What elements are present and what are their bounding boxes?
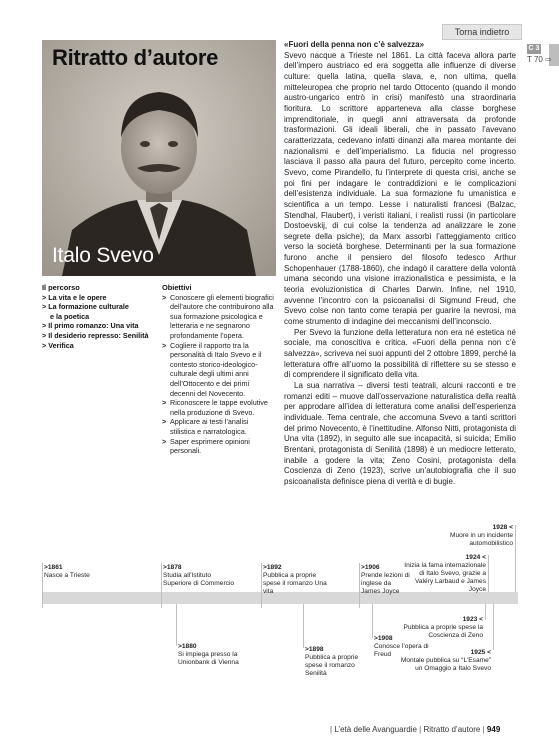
menu-item-senilita[interactable]: > Il desiderio represso: Senilità: [42, 330, 149, 340]
timeline-event: 1925 < Montale pubblica su “L’Esame” un Omaggio a Italo Svevo: [400, 649, 491, 672]
timeline-tick: [261, 563, 262, 608]
author-name: Italo Svevo: [52, 244, 154, 267]
author-portrait: [42, 40, 276, 276]
menu-item-una-vita[interactable]: > Il primo romanzo: Una vita: [42, 321, 139, 331]
timeline-tick: [176, 604, 177, 646]
timeline-tick: [359, 563, 360, 608]
objectives-heading: Obiettivi: [162, 283, 192, 292]
timeline-tick: [372, 604, 373, 638]
footer-section: L’età delle Avanguardie: [334, 725, 417, 734]
menu-item-vita-opere[interactable]: > La vita e le opere: [42, 292, 107, 302]
timeline-tick: [485, 604, 486, 620]
page-title: Ritratto d’autore: [52, 45, 219, 70]
timeline-event: 1928 < Muore in un incidente automobilistico: [449, 524, 513, 547]
menu-item-label: Il primo romanzo: Una vita: [48, 321, 139, 331]
menu-item-label: La formazione culturale: [48, 302, 129, 312]
timeline-event: 1923 < Pubblica a proprie spese la Coscienza di Zeno: [403, 616, 483, 639]
main-text: [284, 40, 516, 488]
menu-item-verifica[interactable]: > Verifica: [42, 340, 74, 350]
timeline-event: >1906 Prende lezioni di inglese da James Joyce: [361, 564, 410, 595]
menu-item-label: Verifica: [48, 340, 74, 350]
section-heading: «Fuori della penna non c’è salvezza»: [284, 40, 425, 49]
objective-item: > Saper esprimere opinioni personali.: [162, 437, 274, 456]
paragraph: La sua narrativa – diversi testi teatrali, alcuni racconti e tre romanzi editi – muove dall’osservazione naturalistica della realtà per approdare all’idea di letteratura come analisi dell’esperienza individuale. Tema centrale, che accomuna Svevo a tanti scrittori del primo Novecento, è l’inettitudine. Alfonso Nitti, protagonista di Una vita (1892), in seguito alle sue incapacità, si suicida; Emilio Brentani, protagonista di Senilità (1898) è un mediocre letterato, inabile a godere la vita; Zeno Cosini, protagonista della Coscienza di Zeno (1923), scrive un’autobiografia che il suo psicoanalista definisce piena di verità e di bugie.: [284, 381, 516, 486]
chapter-badge: C 3: [528, 45, 540, 52]
timeline-tick: [488, 555, 489, 592]
timeline-event: 1924 < Inizia la fama internazionale di Italo Svevo, grazie a Valéry Larbaud e James Joyce: [404, 554, 486, 593]
timeline-tick: [515, 525, 516, 592]
timeline-tick: [161, 563, 162, 608]
timeline-tick: [493, 604, 494, 650]
menu-item-label: La vita e le opere: [48, 292, 107, 302]
timeline-tick: [303, 604, 304, 648]
footer-chapter: Ritratto d’autore: [423, 725, 481, 734]
objective-item: > Riconoscere le tappe evolutive nella produzione di Svevo.: [162, 398, 274, 417]
timeline-event: >1898 Pubblica a proprie spese il romanzo Senilità: [305, 646, 359, 677]
menu-item-label: Il desiderio represso: Senilità: [48, 330, 149, 340]
objective-item: > Applicare ai testi l’analisi stilistica e narratologica.: [162, 417, 274, 436]
page-number: 949: [486, 725, 501, 734]
menu-item-formazione[interactable]: > La formazione culturale: [42, 302, 129, 312]
paragraph: Svevo nacque a Trieste nel 1861. La città faceva allora parte dell’impero austriaco ed era soggetta alle influenze di diverse culture: quella latina, quella slava, e, non ultima, quella mitteleuropea che proprio nel tardo Ottocento (quando il mondo austro-ungarico entrò in crisi) manifestò una straordinaria fioritura. Lo scrittore apparteneva alla classe borghese imprenditoriale, in quegli anni attraversata da profonde trasformazioni. Gli ideali liberali, che in passato l’avevano caratterizzata, cedevano infatti dinanzi alla marea montante dei nazionalismi e dell’imperialismo. La fiducia nel progresso lasciava il passo alla paura del futuro, percepito come incerto. Svevo, come Pirandello, fu l’interprete di questa crisi, anche se poi fini per indagare le contraddizioni e le complicazioni dell’esistenza individuale. La sua formazione fu umanistica e scientifica a un tempo. Lesse i naturalisti francesi (Balzac, Stendhal, Flaubert), i veristi italiani, i realisti russi (in particolare Dostoevskij, di cui colse la tendenza ad analizzare le zone segrete della psiche); da Marx assorbì l’atteggiamento critico verso la società borghese. Determinanti per la sua formazione furono anche il pensiero del filosofo tedesco Arthur Schopenhauer (1788-1860), che indagò il carattere della volontà umana secondo una visione irrazionalistica e pessimista, e la teoria evoluzionistica di Charles Darwin. Infine, nel 1910, avvenne l’incontro con la psicoanalisi di Sigmund Freud, che Svevo colse non tanto come terapia per guarire la nevrosi, ma come strumento di indagine dei meccanismi dell’inconscio.: [284, 50, 516, 327]
page-footer: | L’età delle Avanguardie | Ritratto d’autore | 949: [330, 725, 501, 734]
timeline-event: >1861 Nasce a Trieste: [44, 564, 90, 579]
timeline-event: >1892 Pubblica a proprie spese il romanzo Una vita: [263, 564, 327, 595]
objective-item: > Conoscere gli elementi biografici dell’autore che contribuirono alla sua formazione psicologica e letteraria e ne segnarono profondamente l’opera.: [162, 293, 274, 341]
menu-item-formazione-cont[interactable]: [42, 312, 157, 322]
course-menu: [42, 283, 157, 350]
timeline-event: >1880 Si impiega presso la Unionbank di Vienna: [178, 643, 239, 666]
portrait-photo-icon: [42, 40, 276, 276]
objectives: [162, 283, 274, 456]
timeline-event: >1878 Studia all’Istituto Superiore di Commercio: [163, 564, 235, 587]
menu-item-label: e la poetica: [50, 311, 90, 321]
timeline-event: >1908 Conosce l’opera di Freud: [374, 635, 429, 658]
cross-reference-link[interactable]: T 70 ⇨: [527, 55, 552, 64]
menu-heading: Il percorso: [42, 283, 80, 292]
objective-item: > Cogliere il rapporto tra la personalità di Italo Svevo e il contesto storico-ideologico-culturale degli ultimi anni dell’Ottocento e dei primi decenni del Novecento.: [162, 341, 274, 399]
back-button[interactable]: Torna indietro: [442, 24, 522, 40]
paragraph: Per Svevo la funzione della letteratura non era né estetica né sociale, ma conoscitiva e critica. «Fuori della penna non c’è salvezza», scriveva nei suoi appunti del 2 ottobre 1899, perché la letteratura offre all’uomo la possibilità di riflettere su se stesso e di comprendere il significato della vita.: [284, 327, 516, 380]
timeline-tick: [42, 563, 43, 608]
